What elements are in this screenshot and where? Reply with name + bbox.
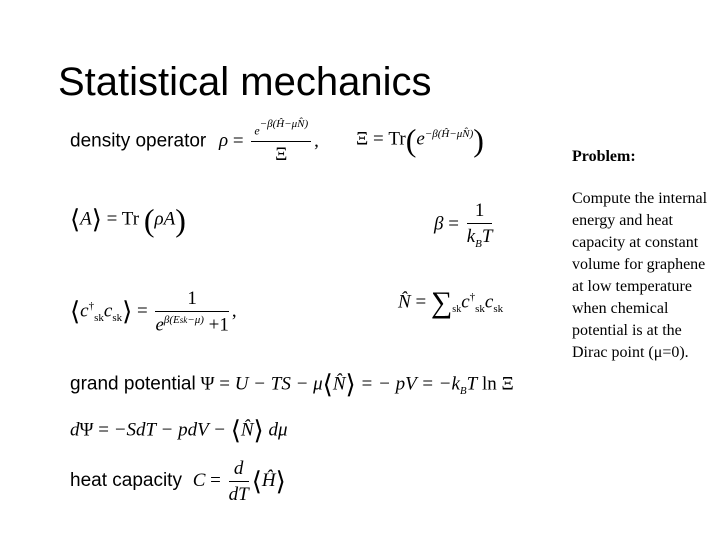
density-operator-label: density operator (70, 130, 207, 152)
occupation-equation: $⟨c^\dagger_{sk}c_{sk}⟩$ = $\frac{1}{e^{\beta(Esk-\mu)} +1}$ , (70, 288, 237, 336)
heat-capacity-equation: heat capacity C = $\frac{d}{dT}$ ⟨Ĥ⟩ (70, 458, 286, 505)
density-operator-equation: density operator ρ = $\frac{e^{-\beta(Ĥ-\mu N̂)}}{\Xi}$ , (70, 118, 319, 166)
beta-equation: β = $\frac{1}{k_BT}$ (434, 200, 493, 250)
slide-title: Statistical mechanics (58, 60, 432, 104)
differential-equation: dΨ = −SdT − pdV − ⟨N̂⟩ dμ (70, 416, 288, 445)
partition-function-equation: $\Xi = Tr(e^{-\beta(Ĥ-\mu N̂)})$ (356, 122, 484, 158)
heat-capacity-label: heat capacity (70, 470, 182, 492)
number-operator-equation: N̂ = $\sum_{sk}c^\dagger_{sk}c_{sk}$ (398, 286, 504, 319)
grand-potential-label: grand potential (70, 373, 196, 395)
grand-potential-equation: grand potential Ψ = U − TS − μ⟨N̂⟩ = − pV = $-k_BT$ ln Ξ (70, 370, 514, 399)
problem-heading-colon: : (630, 148, 636, 165)
density-fraction: $\frac{e^{-\beta(Ĥ-\mu N̂)}}{\Xi}$ (251, 118, 311, 166)
expectation-equation: ⟨A⟩ = Tr (ρA) (70, 202, 186, 238)
problem-heading-text: Problem (572, 148, 631, 165)
problem-heading (572, 146, 708, 168)
problem-text: Compute the internal energy and heat capacity at constant volume for graphene at low temperature when chemical potential is at the Dirac point (μ=0). (572, 190, 708, 361)
problem-box (572, 146, 708, 364)
